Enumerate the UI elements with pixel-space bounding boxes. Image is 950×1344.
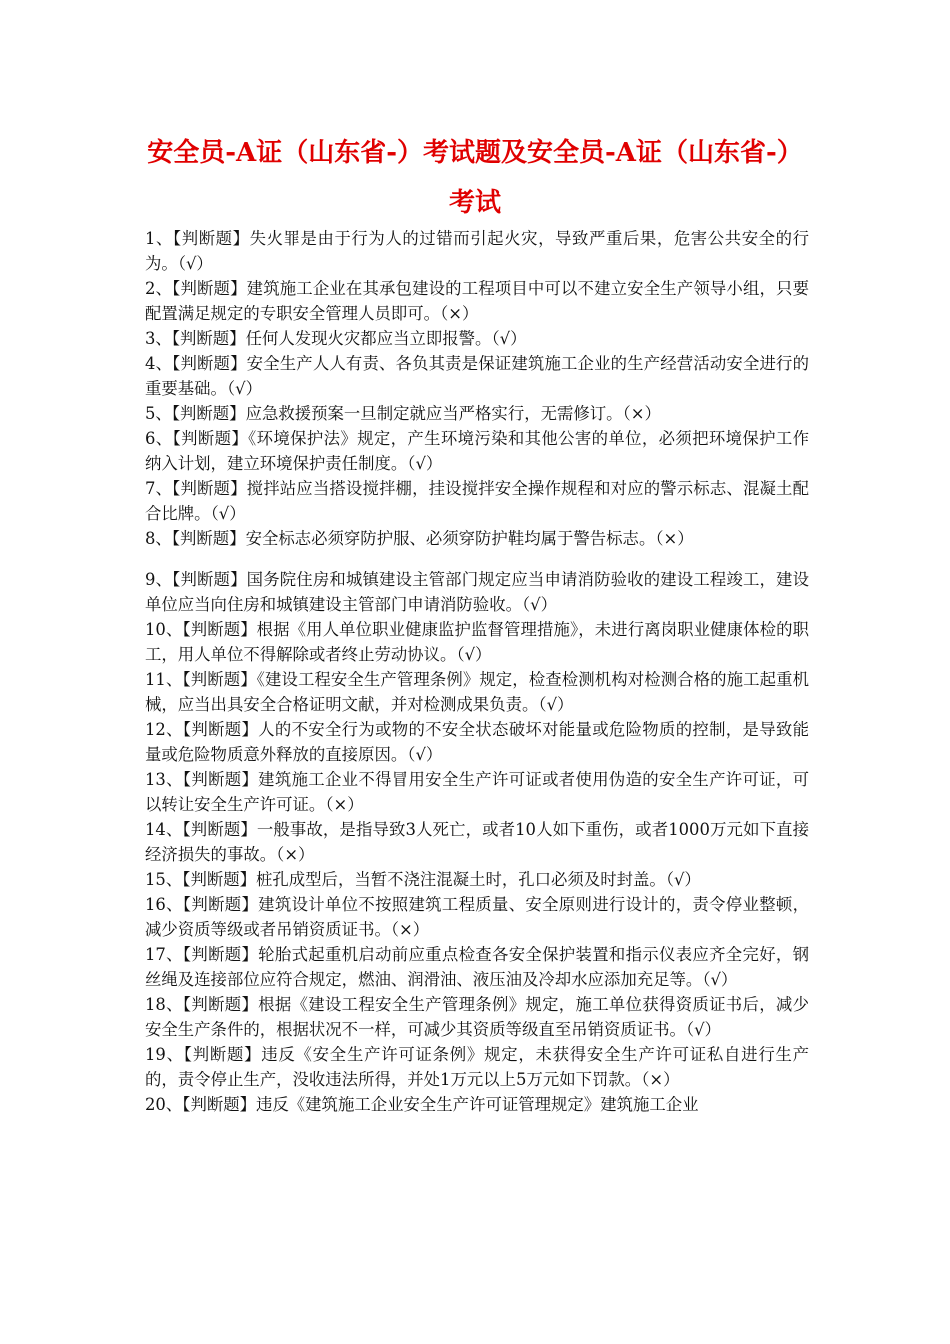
question-item: 3、【判断题】任何人发现火灾都应当立即报警。（√）	[145, 329, 527, 348]
document-title-line2: 考试	[448, 188, 501, 218]
question-item: 16、【判断题】建筑设计单位不按照建筑工程质量、安全原则进行设计的，责令停业整顿，减少资质等级或者吊销资质证书。（×）	[145, 895, 809, 939]
question-item: 1、【判断题】失火罪是由于行为人的过错而引起火灾，导致严重后果，危害公共安全的行为。（√）	[145, 229, 809, 273]
question-item: 2、【判断题】建筑施工企业在其承包建设的工程项目中可以不建立安全生产领导小组，只要配置满足规定的专职安全管理人员即可。（×）	[145, 279, 809, 323]
document-title-line1: 安全员-A证（山东省-）考试题及安全员-A证（山东省-）	[147, 138, 803, 168]
question-item: 14、【判断题】一般事故，是指导致3人死亡，或者10人如下重伤，或者1000万元如下直接经济损失的事故。（×）	[145, 820, 809, 864]
question-item: 17、【判断题】轮胎式起重机启动前应重点检查各安全保护装置和指示仪表应齐全完好，钢丝绳及连接部位应符合规定，燃油、润滑油、液压油及冷却水应添加充足等。（√）	[145, 945, 809, 989]
question-item: 10、【判断题】根据《用人单位职业健康监护监督管理措施》，未进行离岗职业健康体检的职工，用人单位不得解除或者终止劳动协议。（√）	[145, 620, 809, 664]
question-item: 19、【判断题】违反《安全生产许可证条例》规定，未获得安全生产许可证私自进行生产的，责令停止生产，没收违法所得，并处1万元以上5万元如下罚款。（×）	[145, 1045, 809, 1089]
question-list	[145, 226, 809, 1117]
question-item: 18、【判断题】根据《建设工程安全生产管理条例》规定，施工单位获得资质证书后，减少安全生产条件的，根据状况不一样，可减少其资质等级直至吊销资质证书。（√）	[145, 995, 809, 1039]
question-item: 15、【判断题】桩孔成型后，当暂不浇注混凝土时，孔口必须及时封盖。（√）	[145, 870, 701, 889]
question-item: 8、【判断题】安全标志必须穿防护服、必须穿防护鞋均属于警告标志。（×）	[145, 529, 694, 548]
question-item: 5、【判断题】应急救援预案一旦制定就应当严格实行，无需修订。（×）	[145, 404, 661, 423]
question-item: 6、【判断题】《环境保护法》规定，产生环境污染和其他公害的单位，必须把环境保护工作纳入计划，建立环境保护责任制度。（√）	[145, 429, 809, 473]
question-item: 9、【判断题】国务院住房和城镇建设主管部门规定应当申请消防验收的建设工程竣工，建设单位应当向住房和城镇建设主管部门申请消防验收。（√）	[145, 570, 809, 614]
question-item: 13、【判断题】建筑施工企业不得冒用安全生产许可证或者使用伪造的安全生产许可证，可以转让安全生产许可证。（×）	[145, 770, 809, 814]
question-item: 20、【判断题】违反《建筑施工企业安全生产许可证管理规定》建筑施工企业	[145, 1095, 699, 1114]
question-item: 7、【判断题】搅拌站应当搭设搅拌棚，挂设搅拌安全操作规程和对应的警示标志、混凝土配合比牌。（√）	[145, 479, 809, 523]
question-item: 12、【判断题】人的不安全行为或物的不安全状态破坏对能量或危险物质的控制，是导致能量或危险物质意外释放的直接原因。（√）	[145, 720, 809, 764]
question-item: 11、【判断题】《建设工程安全生产管理条例》规定，检查检测机构对检测合格的施工起重机械，应当出具安全合格证明文献，并对检测成果负责。（√）	[145, 670, 809, 714]
question-item: 4、【判断题】安全生产人人有责、各负其责是保证建筑施工企业的生产经营活动安全进行的重要基础。（√）	[145, 354, 809, 398]
